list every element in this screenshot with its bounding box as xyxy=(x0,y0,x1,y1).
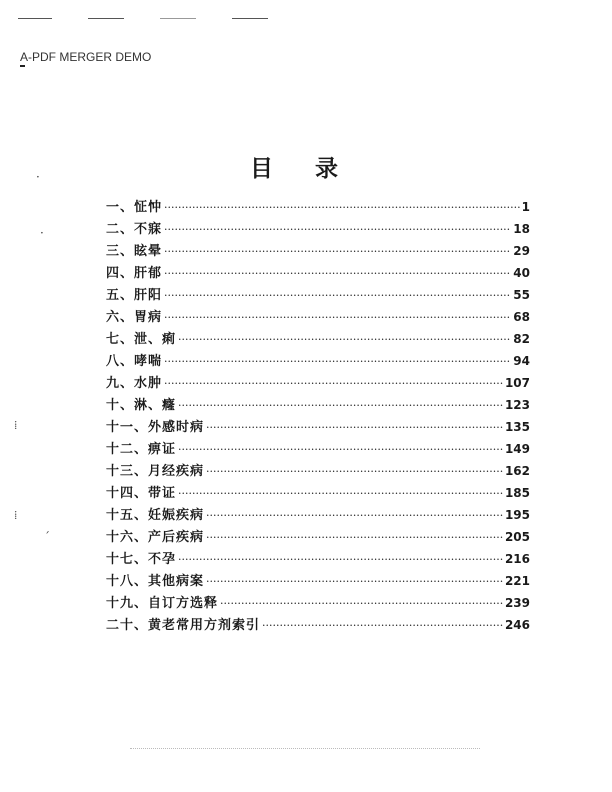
toc-entry-label: 九、水肿 xyxy=(106,376,163,391)
toc-entry[interactable] xyxy=(106,460,530,482)
toc-entry-page: 107 xyxy=(504,376,530,390)
toc-entry-label: 一、怔忡 xyxy=(106,200,163,215)
toc-entry-label: 十、淋、癃 xyxy=(106,398,177,413)
toc-leader-dots xyxy=(206,508,503,523)
toc-entry[interactable] xyxy=(106,262,530,284)
toc-entry[interactable] xyxy=(106,614,530,636)
toc-entry-page: 68 xyxy=(513,310,530,324)
toc-entry-page: 239 xyxy=(504,596,530,610)
toc-entry[interactable] xyxy=(106,504,530,526)
toc-entry-page: 221 xyxy=(504,574,530,588)
toc-entry-page: 185 xyxy=(504,486,530,500)
scan-artifact: ⁞ xyxy=(14,508,18,522)
header-rule xyxy=(160,18,196,19)
toc-entry-page: 216 xyxy=(504,552,530,566)
toc-entry[interactable] xyxy=(106,482,530,504)
toc-entry[interactable] xyxy=(106,592,530,614)
scan-artifact: · xyxy=(40,226,44,240)
toc-entry-page: 1 xyxy=(521,200,530,214)
toc-entry[interactable] xyxy=(106,306,530,328)
toc-entry-label: 六、胃病 xyxy=(106,310,163,325)
scan-artifact: ⁞ xyxy=(14,418,18,432)
toc-entry-label: 二十、黄老常用方剂索引 xyxy=(106,618,261,633)
toc-leader-dots xyxy=(178,332,511,347)
toc-leader-dots xyxy=(206,530,503,545)
toc-entry[interactable] xyxy=(106,372,530,394)
toc-entry-label: 十五、妊娠疾病 xyxy=(106,508,205,523)
toc-entry-page: 94 xyxy=(513,354,530,368)
toc-entry-label: 十七、不孕 xyxy=(106,552,177,567)
toc-entry[interactable] xyxy=(106,438,530,460)
toc-entry-page: 18 xyxy=(513,222,530,236)
header-rule xyxy=(18,18,52,19)
toc-entry-page: 55 xyxy=(513,288,530,302)
toc-entry[interactable] xyxy=(106,394,530,416)
toc-entry-label: 二、不寐 xyxy=(106,222,163,237)
toc-leader-dots xyxy=(262,618,503,633)
toc-leader-dots xyxy=(164,288,511,303)
toc-entry-page: 149 xyxy=(504,442,530,456)
toc-entry-page: 246 xyxy=(504,618,530,632)
toc-entry[interactable] xyxy=(106,350,530,372)
toc-entry-label: 十九、自订方选释 xyxy=(106,596,219,611)
toc-entry-label: 十三、月经疾病 xyxy=(106,464,205,479)
toc-entry-label: 八、哮喘 xyxy=(106,354,163,369)
toc-leader-dots xyxy=(206,420,503,435)
toc-leader-dots xyxy=(164,310,511,325)
toc-entry-page: 135 xyxy=(504,420,530,434)
toc-leader-dots xyxy=(178,552,503,567)
toc-leader-dots xyxy=(178,442,503,457)
header-rule xyxy=(232,18,268,19)
toc-entry-page: 40 xyxy=(513,266,530,280)
toc-leader-dots xyxy=(178,398,503,413)
toc-entry[interactable] xyxy=(106,196,530,218)
table-of-contents xyxy=(106,196,530,636)
toc-leader-dots xyxy=(164,354,511,369)
toc-entry[interactable] xyxy=(106,416,530,438)
toc-entry-label: 十八、其他病案 xyxy=(106,574,205,589)
scan-artifact: · xyxy=(36,170,40,184)
toc-leader-dots xyxy=(164,266,511,281)
watermark: A-PDF MERGER DEMO xyxy=(20,50,152,64)
toc-leader-dots xyxy=(164,222,511,237)
scan-artifact: ˊ xyxy=(44,530,50,544)
toc-entry-page: 123 xyxy=(504,398,530,412)
scan-mark xyxy=(20,65,25,67)
toc-entry[interactable] xyxy=(106,284,530,306)
toc-entry[interactable] xyxy=(106,218,530,240)
toc-entry[interactable] xyxy=(106,328,530,350)
toc-entry-page: 195 xyxy=(504,508,530,522)
toc-entry[interactable] xyxy=(106,526,530,548)
toc-leader-dots xyxy=(178,486,503,501)
toc-leader-dots xyxy=(164,376,503,391)
toc-entry-page: 29 xyxy=(513,244,530,258)
toc-entry-label: 三、眩晕 xyxy=(106,244,163,259)
toc-entry-label: 五、肝阳 xyxy=(106,288,163,303)
toc-entry-page: 82 xyxy=(513,332,530,346)
toc-leader-dots xyxy=(206,574,503,589)
toc-entry-label: 十一、外感时病 xyxy=(106,420,205,435)
toc-entry-page: 162 xyxy=(504,464,530,478)
toc-entry[interactable] xyxy=(106,548,530,570)
toc-entry-label: 七、泄、痢 xyxy=(106,332,177,347)
toc-leader-dots xyxy=(164,244,511,259)
toc-entry-label: 十二、痹证 xyxy=(106,442,177,457)
toc-entry[interactable] xyxy=(106,570,530,592)
toc-entry-label: 十六、产后疾病 xyxy=(106,530,205,545)
header-rule xyxy=(88,18,124,19)
toc-entry-page: 205 xyxy=(504,530,530,544)
page-title: 目录 xyxy=(250,155,380,182)
toc-entry-label: 四、肝郁 xyxy=(106,266,163,281)
toc-leader-dots xyxy=(206,464,503,479)
scan-artifact xyxy=(130,748,480,753)
toc-leader-dots xyxy=(220,596,503,611)
toc-entry[interactable] xyxy=(106,240,530,262)
toc-entry-label: 十四、带证 xyxy=(106,486,177,501)
toc-leader-dots xyxy=(164,200,520,215)
